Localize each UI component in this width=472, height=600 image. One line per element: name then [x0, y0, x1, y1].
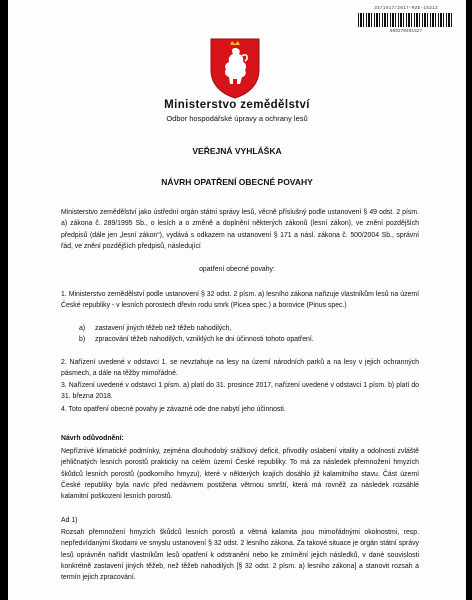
intro-paragraph: Ministerstvo zemědělství jako ústřední orgán státní správy lesů, věcně příslušný podle ustanovení § 49 odst. 2 písm. a) zákona č. 289/1995 Sb., o lesích a o změně a doplnění některých zákonů (lesní zákon), ve znění pozdějších předpisů (dále jen „lesní zákon“), vydává s odkazem na ustanovení § 171 a násl. zákona č. 500/2004 Sb., správní řád, ve znění pozdějších předpisů, následující	[61, 209, 419, 250]
point-1b-text: zpracování těžeb nahodilých, vzniklých ke dni účinnosti tohoto opatření.	[95, 336, 314, 343]
point-3: 3. Nařízení uvedené v odstavci 1 písm. a) platí do 31. prosince 2017, nařízení uvedené v odstavci 1 písm. b) platí do 31. března 2018.	[61, 382, 419, 401]
barcode-icon	[358, 13, 454, 27]
barcode-number: 000270401527	[389, 29, 423, 34]
barcode-reference: 33/1617/2017-MZE-16212	[374, 6, 438, 11]
point-4: 4. Toto opatření obecné povahy je závazné ode dne nabytí jeho účinnosti.	[61, 406, 286, 413]
department-name: Odbor hospodářské úpravy a ochrany lesů	[166, 114, 308, 123]
document-type: VEŘEJNÁ VYHLÁŠKA	[192, 146, 282, 156]
point-1b	[79, 334, 419, 345]
point-1: 1. Ministerstvo zemědělství podle ustanovení § 32 odst. 2 písm. a) lesního zákona nařizuje vlastníkům lesů na území České republiky - v lesních porostech dřevin rodu smrk (Picea spec.) a borovice (Pinus spec.)	[61, 291, 419, 310]
state-emblem-icon	[208, 36, 262, 100]
point-2: 2. Nařízení uvedené v odstavci 1. se nevztahuje na lesy na území národních parků a na lesy v jejich ochranných pásmech, a dále na těžby mimořádné.	[61, 359, 419, 378]
ad1-paragraph: Rozsah přemnožení hmyzích škůdců lesních porostů a větrná kalamita jsou mimořádnými okolnostmi, resp. nepředvídanými škodami ve smyslu ustanovení § 32 odst. 2 lesního zákona. Za takové situace je orgán státní správy lesů oprávněn nařídit vlastníkům lesů opatření k odstranění nebo ke zmírnění jejich následků, v dané souvislosti konkrétně zastavení jiných těžeb, než těžeb nahodilých [§ 32 odst. 2 písm. a) lesního zákona] a stanovit rozsah a termín jejich zpracování.	[61, 529, 419, 582]
point-1a-marker: a)	[79, 325, 86, 332]
reasoning-heading: Návrh odůvodnění:	[61, 435, 124, 442]
barcode-label	[358, 6, 454, 34]
reasoning-paragraph: Nepříznivé klimatické podmínky, zejména dlouhodobý srážkový deficit, přivodily oslabení vitality a odolnosti zvláště jehličnatých lesních porostů prakticky na celém území České republiky. To má za následek přemnožení hmyzích škůdců lesních porostů (podkorního hmyzu), které v některých krajích dosáhlo již kalamitního stavu. Část území České republiky byla navíc před nedávnem postižena větrnou smrští, která má rovněž za následek rozsáhlé kalamitní poškození lesních porostů.	[61, 448, 419, 501]
point-1a	[79, 323, 419, 334]
document-page	[8, 0, 466, 600]
point-1a-text: zastavení jiných těžeb než těžeb nahodilých,	[95, 325, 232, 332]
document-title: NÁVRH OPATŘENÍ OBECNÉ POVAHY	[161, 177, 313, 187]
ad1-heading: Ad 1)	[61, 517, 78, 524]
ministry-name: Ministerstvo zemědělství	[164, 99, 310, 111]
point-1b-marker: b)	[79, 336, 86, 343]
measure-heading: opatření obecné povahy:	[199, 266, 275, 273]
